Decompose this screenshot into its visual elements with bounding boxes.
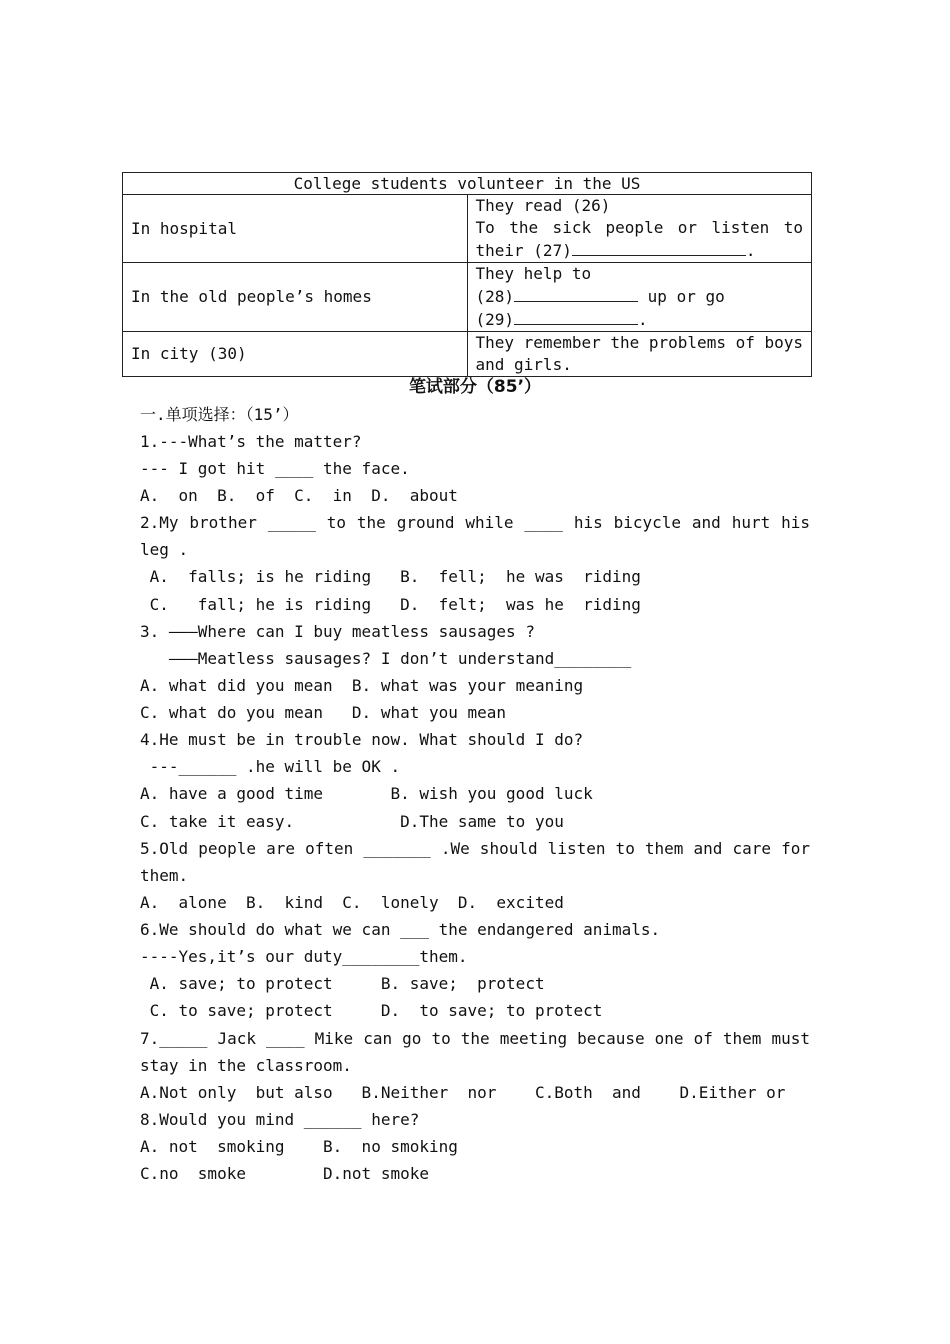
question-2-options-cd: C. fall; he is riding D. felt; was he riding: [140, 595, 641, 614]
table-cell-place: In the old people’s homes: [123, 263, 468, 332]
cell-text: .: [638, 310, 648, 329]
question-8-options-ab: A. not smoking B. no smoking: [140, 1137, 458, 1156]
question-1-stem: 1.---What’s the matter?: [140, 432, 362, 451]
question-6-reply: ----Yes,it’s our duty________them.: [140, 947, 468, 966]
question-7-options: A.Not only but also B.Neither nor C.Both and D.Either or: [140, 1083, 786, 1102]
cell-line: They read (26): [475, 196, 611, 215]
question-6-options-ab: A. save; to protect B. save; protect: [140, 974, 545, 993]
question-8-stem: 8.Would you mind ______ here?: [140, 1110, 420, 1129]
table-cell-place: In city (30): [123, 332, 468, 377]
question-1-reply: --- I got hit ____ the face.: [140, 459, 410, 478]
table-row: [123, 332, 812, 377]
cell-line: To the sick people or listen to: [475, 218, 803, 237]
question-2-stem-cont: leg .: [140, 540, 189, 559]
section-heading: 笔试部分（85’）: [408, 377, 542, 397]
answer-blank-27: [572, 239, 746, 256]
cell-text: up or go: [647, 287, 725, 306]
table-cell-place: In hospital: [123, 195, 468, 263]
cell-line: [476, 285, 804, 308]
question-4-reply: ---______ .he will be OK .: [140, 757, 401, 776]
section-title: 一.单项选择：（15’）: [140, 405, 299, 424]
question-5-options: A. alone B. kind C. lonely D. excited: [140, 893, 564, 912]
question-3-options-ab: A. what did you mean B. what was your meaning: [140, 676, 584, 695]
cell-line: [476, 308, 804, 331]
question-3-stem: 3. ———Where can I buy meatless sausages ?: [140, 622, 535, 641]
question-7-stem-cont: stay in the classroom.: [140, 1056, 352, 1075]
table-title: College students volunteer in the US: [123, 173, 812, 195]
table-cell-activity: [467, 263, 812, 332]
volunteer-table: [122, 172, 812, 377]
cell-line: They remember the problems of boys: [475, 333, 804, 352]
table-row: [123, 263, 812, 332]
cell-line: [476, 239, 804, 262]
question-2-stem: 2.My brother _____ to the ground while ____ his bicycle and hurt his: [140, 513, 810, 532]
question-4-options-cd: C. take it easy. D.The same to you: [140, 812, 564, 831]
cell-text: their (27): [475, 241, 572, 260]
question-8-options-cd: C.no smoke D.not smoke: [140, 1164, 429, 1183]
cell-line: and girls.: [475, 355, 572, 374]
question-2-options-ab: A. falls; is he riding B. fell; he was riding: [140, 567, 641, 586]
answer-blank-28: [514, 285, 638, 302]
question-3-reply: ———Meatless sausages? I don’t understand________: [140, 649, 632, 668]
question-3-options-cd: C. what do you mean D. what you mean: [140, 703, 507, 722]
table-cell-activity: [467, 195, 812, 263]
question-6-stem: 6.We should do what we can ___ the endangered animals.: [140, 920, 661, 939]
question-4-stem: 4.He must be in trouble now. What should I do?: [140, 730, 584, 749]
question-4-options-ab: A. have a good time B. wish you good luck: [140, 784, 593, 803]
table-title-row: [123, 173, 812, 195]
cell-text: (28): [475, 287, 515, 306]
question-7-stem: 7._____ Jack ____ Mike can go to the meeting because one of them must: [140, 1029, 810, 1048]
question-6-options-cd: C. to save; protect D. to save; to protect: [140, 1001, 603, 1020]
question-1-options: A. on B. of C. in D. about: [140, 486, 458, 505]
question-5-stem: 5.Old people are often _______ .We should listen to them and care for: [140, 839, 810, 858]
answer-blank-29: [514, 308, 638, 325]
cell-text: .: [745, 241, 756, 260]
question-5-stem-cont: them.: [140, 866, 189, 885]
table-cell-activity: [467, 332, 812, 377]
table-row: [123, 195, 812, 263]
cell-text: (29): [475, 310, 515, 329]
cell-line: They help to: [475, 264, 592, 283]
